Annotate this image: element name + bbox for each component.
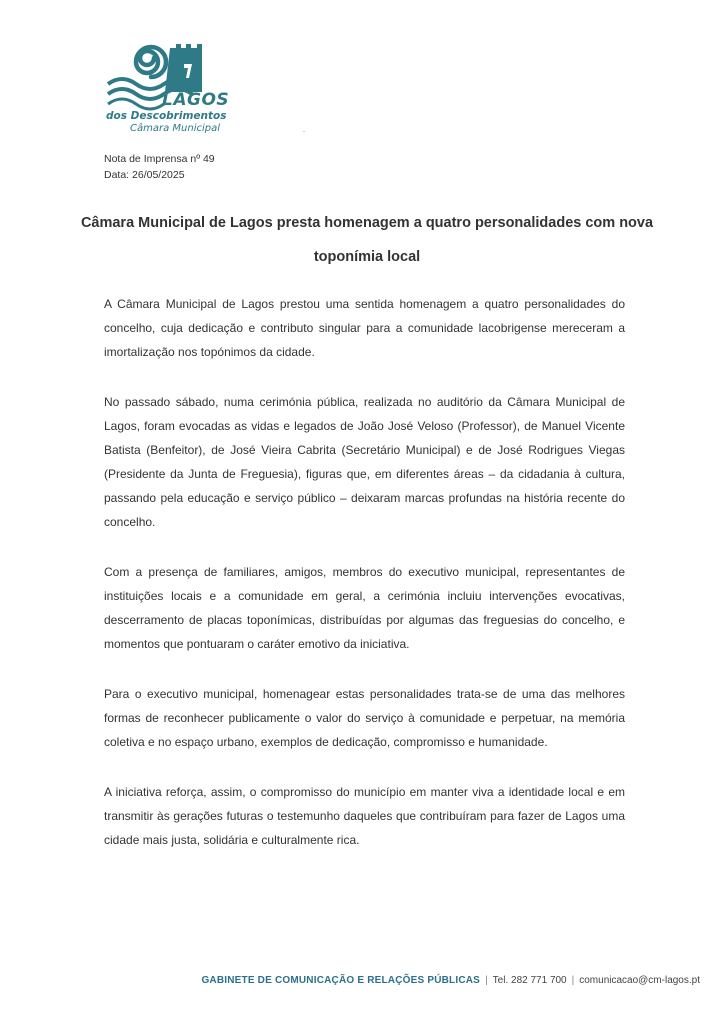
logo-tagline: dos Descobrimentos	[106, 110, 227, 122]
footer-email: comunicacao@cm-lagos.pt	[579, 975, 700, 986]
footer-phone: Tel. 282 771 700	[492, 975, 567, 986]
paragraph: No passado sábado, numa cerimónia pública, realizada no auditório da Câmara Municipal de Lagos, foram evocadas as vidas e legados de João José Veloso (Professor), de Manuel Vicente Batista (Benfeitor), de José Vieira Cabrita (Secretário Municipal) e de José Rodrigues Viegas (Presidente da Junta de Freguesia), figuras que, em diferentes áreas – da cidadania à cultura, passando pela educação e serviço público – deixaram marcas profundas na história recente do concelho.	[104, 395, 625, 529]
press-meta	[104, 151, 215, 183]
paragraph: A iniciativa reforça, assim, o compromisso do município em manter viva a identidade local e em transmitir às gerações futuras o testemunho daqueles que contribuíram para fazer de Lagos uma cidade mais justa, solidária e culturalmente rica.	[104, 785, 625, 847]
article-body	[104, 292, 625, 878]
footer-separator: |	[571, 975, 575, 986]
scan-speck	[303, 131, 305, 132]
paragraph: Com a presença de familiares, amigos, membros do executivo municipal, representantes de instituições locais e a comunidade em geral, a cerimónia incluiu intervenções evocativas, descerramento de placas toponímicas, distribuídas por algumas das freguesias do concelho, e momentos que pontuaram o caráter emotivo da iniciativa.	[104, 565, 625, 651]
footer-separator: |	[485, 975, 488, 986]
press-release-date: Data: 26/05/2025	[104, 169, 185, 181]
press-release-number: Nota de Imprensa nº 49	[104, 153, 215, 165]
logo-institution: Câmara Municipal	[130, 123, 221, 134]
footer-office: GABINETE DE COMUNICAÇÃO E RELAÇÕES PÚBLICAS	[201, 975, 481, 986]
page-footer	[201, 975, 700, 986]
page-title: Câmara Municipal de Lagos presta homenagem a quatro personalidades com nova toponímia local	[80, 215, 654, 265]
logo-wordmark: LAGOS	[162, 90, 230, 110]
lagos-logo	[104, 36, 230, 138]
paragraph: A Câmara Municipal de Lagos prestou uma sentida homenagem a quatro personalidades do concelho, cuja dedicação e contributo singular para a comunidade lacobrigense mereceram a imortalização nos topónimos da cidade.	[104, 297, 625, 359]
paragraph: Para o executivo municipal, homenagear estas personalidades trata-se de uma das melhores formas de reconhecer publicamente o valor do serviço à comunidade e perpetuar, na memória coletiva e no espaço urbano, exemplos de dedicação, compromisso e humanidade.	[104, 687, 625, 749]
